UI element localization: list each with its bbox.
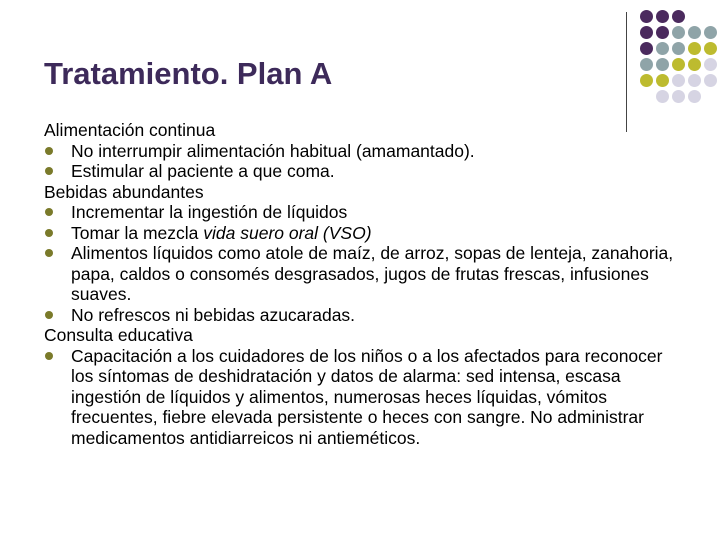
decorative-dot [672,10,685,23]
decorative-dot [656,10,669,23]
bullet-text-plain: Tomar la mezcla [71,222,204,243]
section-heading: Bebidas abundantes [44,181,204,202]
bullet-item: Capacitación a los cuidadores de los niños o a los afectados para reconocer los síntomas de deshidratación y datos de alarma: sed intensa, escasa ingestión de líquidos y alimentos, numerosas heces líquidas, vómitos frecuentes, fiebre elevada persistente o heces con sangre. No administrar medicamentos antidiarreicos ni antieméticos. [44,346,684,449]
decorative-dot [672,58,685,71]
decorative-dot [672,90,685,103]
section-alimentacion [44,120,684,182]
decorative-dot [688,26,701,39]
bullet-list [44,141,684,182]
bullet-item: No interrumpir alimentación habitual (amamantado). [44,141,684,162]
section-heading: Alimentación continua [44,120,216,140]
decorative-dot [672,26,685,39]
decorative-dot [640,26,653,39]
decorative-dot [688,42,701,55]
decorative-dot [704,26,717,39]
bullet-text-italic: vida suero oral (VSO) [203,222,372,243]
section-bebidas [44,182,684,326]
decorative-dot [656,58,669,71]
bullet-item: No refrescos ni bebidas azucaradas. [44,305,684,326]
bullet-item [44,223,684,244]
decorative-dot [640,58,653,71]
title-divider-line [626,12,627,132]
bullet-list [44,202,684,325]
decorative-dot [704,74,717,87]
decorative-dot [656,42,669,55]
decorative-dot [672,74,685,87]
decorative-dot [672,42,685,55]
decorative-dot [688,58,701,71]
decorative-dot [704,42,717,55]
decorative-dot [640,42,653,55]
section-consulta [44,325,684,448]
decorative-dot [688,90,701,103]
decorative-dot [656,26,669,39]
decorative-dot-grid [640,10,720,120]
decorative-dot [688,74,701,87]
decorative-dot [640,74,653,87]
section-heading: Consulta educativa [44,325,193,345]
decorative-dot [704,58,717,71]
bullet-item: Estimular al paciente a que coma. [44,161,684,182]
bullet-list [44,346,684,449]
decorative-dot [640,10,653,23]
bullet-item: Alimentos líquidos como atole de maíz, de arroz, sopas de lenteja, zanahoria, papa, caldos o consomés desgrasados, jugos de frutas frescas, infusiones suaves. [44,243,684,305]
decorative-dot [656,90,669,103]
decorative-dot [656,74,669,87]
slide-body [44,120,684,448]
bullet-item: Incrementar la ingestión de líquidos [44,202,684,223]
slide-title: Tratamiento. Plan A [44,56,333,91]
